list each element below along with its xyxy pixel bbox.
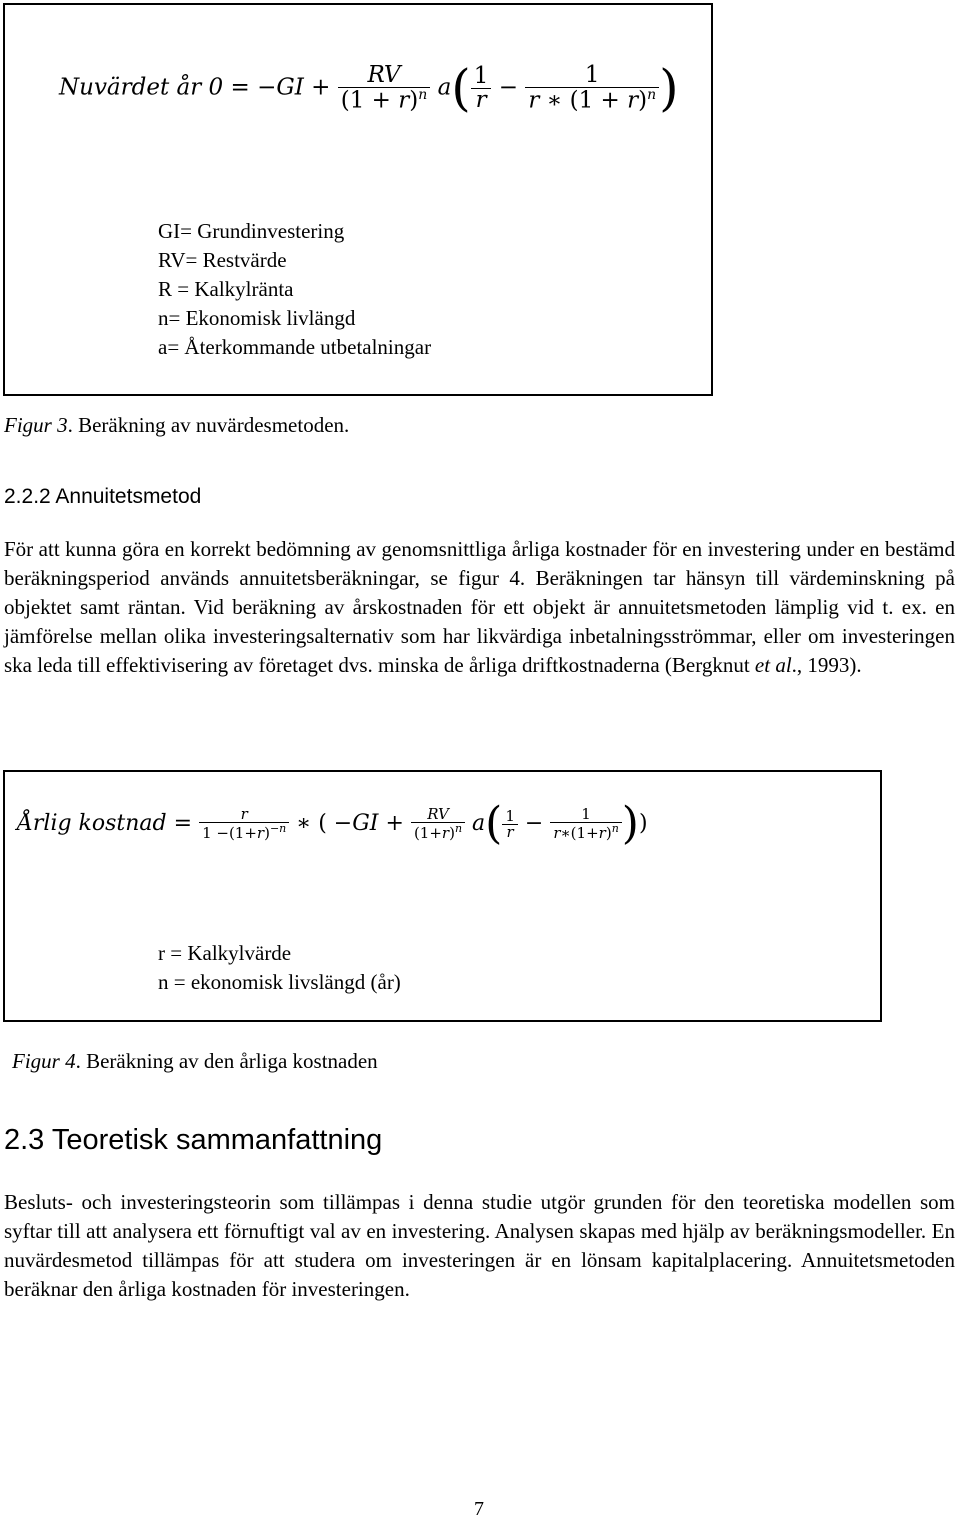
figure-4-legend	[158, 939, 401, 997]
legend-r-kalkyl: r = Kalkylvärde	[158, 941, 292, 965]
rv-fraction: $\frac{RV}{(1 + r)^n}$	[338, 64, 431, 113]
figure-3-legend	[158, 217, 431, 362]
figure-4-box	[3, 770, 882, 1022]
legend-n: n= Ekonomisk livlängd	[158, 306, 356, 330]
legend-rv: RV= Restvärde	[158, 248, 287, 272]
r-fraction: $\frac{r}{1 -(1+r)^{-n}}$	[199, 807, 289, 841]
section-heading-2-2-2: 2.2.2 Annuitetsmetod	[4, 485, 202, 508]
annual-cost-formula: Årlig kostnad = $\frac{r}{1 -(1+r)^{-n}}$ ∗ ( −GI + $\frac{RV}{(1+r)^n}$ a( $\frac{1}{r}$ − $\frac{1}{r∗(1+r)^n}$ ))	[17, 798, 648, 849]
figure-3-caption-text: . Beräkning av nuvärdesmetoden.	[67, 413, 350, 437]
section-heading-2-3: 2.3 Teoretisk sammanfattning	[4, 1124, 383, 1156]
figure-3-box	[3, 3, 713, 396]
npv-formula-lhs: Nuvärdet år 0	[59, 74, 224, 101]
figure-4-caption-text: . Beräkning av den årliga kostnaden	[75, 1049, 378, 1073]
rv-fraction-4: $\frac{RV}{(1+r)^n}$	[411, 807, 465, 841]
figure-3-label: Figur 3	[4, 413, 68, 437]
figure-3-caption	[4, 411, 349, 440]
paragraph-text: För att kunna göra en korrekt bedömning av genomsnittliga årliga kostnader för en investering under en bestämd beräkningsperiod används annuitetsberäkningar, se figur 4. Beräkningen tar hänsyn till värdeminskning på objektet samt räntan. Vid beräkning av årskostnaden för ett objekt är annuitetsmetoden lämplig vid t. ex. en jämförelse mellan olika investeringsalternativ som har likvärdiga inbetalningsströmmar, eller om investeringen ska leda till effektivisering av företaget dvs. minska de årliga driftkostnaderna (Bergknut	[4, 537, 955, 677]
inverse-r-fraction-4: $\frac{1}{r}$	[502, 809, 518, 840]
paragraph-text-end: ., 1993).	[791, 653, 862, 677]
annuity-method-paragraph	[4, 535, 955, 680]
paragraph-citation-italic: et al	[754, 653, 792, 677]
inverse-r-fraction: $\frac{1}{r}$	[471, 65, 492, 112]
legend-gi: GI= Grundinvestering	[158, 219, 345, 243]
legend-a: a= Återkommande utbetalningar	[158, 335, 432, 359]
legend-n-livslangd: n = ekonomisk livslängd (år)	[158, 970, 401, 994]
legend-r: R = Kalkylränta	[158, 277, 294, 301]
figure-4-caption	[12, 1047, 378, 1076]
figure-4-label: Figur 4	[12, 1049, 76, 1073]
annuity-fraction-4: $\frac{1}{r∗(1+r)^n}$	[550, 807, 621, 841]
npv-formula: Nuvärdet år 0 = −GI + $\frac{RV}{(1 + r)^n}$ a( $\frac{1}{r}$ − $\frac{1}{r ∗ (1 + r)^n}$ )	[59, 59, 679, 117]
annuity-fraction: $\frac{1}{r ∗ (1 + r)^n}$	[525, 64, 659, 113]
page-number: 7	[474, 1498, 484, 1520]
summary-paragraph: Besluts- och investeringsteorin som tillämpas i denna studie utgör grunden för den teoretiska modellen som syftar till att analysera ett förnuftigt val av en investering. Analysen skapas med hjälp av beräkningsmodeller. En nuvärdesmetod tillämpas för att studera om investeringen är en lönsam kapitalplacering. Annuitetsmetoden beräknar den årliga kostnaden för investeringen.	[4, 1190, 955, 1301]
annual-cost-formula-lhs: Årlig kostnad	[17, 811, 167, 836]
